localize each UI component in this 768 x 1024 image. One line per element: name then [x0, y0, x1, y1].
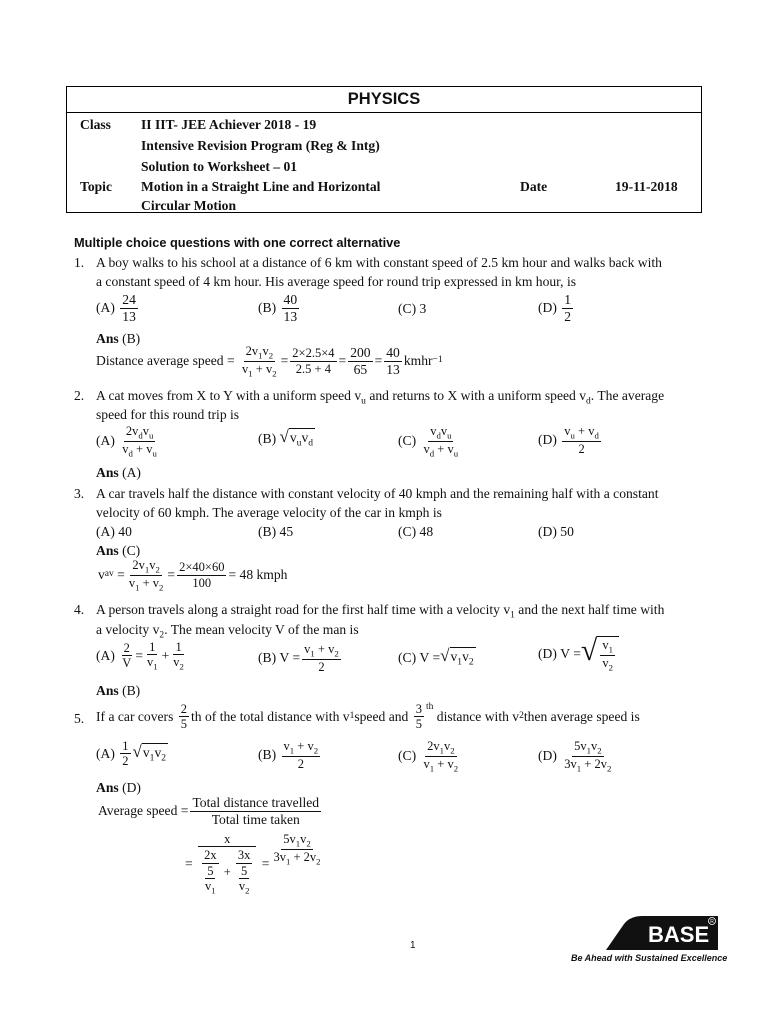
- q4-option-c: (C) V = √ $v_1v_2$: [398, 646, 474, 668]
- q3-solution: v av = $2v_1v_2$ $v_1 + v_2$ = $\frac{2\times 40\times 60}{100}$ = 48 kmph: [98, 558, 288, 593]
- q4-line-2: a velocity $v_2$. The mean velocity V of the man is: [96, 622, 359, 641]
- q2-option-c: (C) $v_dv_u$ $v_d + v_u$: [398, 424, 459, 459]
- q3-option-c: (C) 48: [398, 524, 434, 539]
- subject-title: PHYSICS: [67, 87, 701, 113]
- q5-number: 5.: [74, 711, 85, 726]
- topic-label: Topic: [80, 179, 112, 194]
- q1-line-2: a constant speed of 4 km hour. His average speed for round trip expressed in km hour, is: [96, 274, 577, 289]
- header-box: [66, 86, 702, 213]
- q3-line-1: A car travels half the distance with constant velocity of 40 kmph and the remaining half with a constant: [96, 486, 659, 501]
- q3-line-2: velocity of 60 kmph. The average velocity of the car in kmph is: [96, 505, 442, 520]
- q2-line-2: speed for this round trip is: [96, 407, 240, 422]
- worksheet-name: Solution to Worksheet – 01: [141, 159, 298, 174]
- q1-option-b: (B) 40 13: [258, 292, 298, 324]
- logo-text: BASE: [648, 922, 710, 947]
- q2-answer: Ans (A): [96, 465, 141, 480]
- topic-line-2: Circular Motion: [141, 198, 237, 213]
- q4-option-b: (B) V = $v_1 + v_2$ 2: [258, 642, 339, 674]
- q4-line-1: A person travels along a straight road for the first half time with a velocity $v_1$ and the next half time with: [96, 602, 665, 621]
- q1-option-d: (D) 1 2: [538, 292, 572, 324]
- q3-answer: Ans (C): [96, 543, 141, 558]
- q2-option-a: (A) $2v_dv_u$ $v_d + v_u$: [96, 424, 157, 459]
- q5-option-b: (B) $v_1 + v_2$ 2: [258, 739, 319, 771]
- q4-option-d: (D) V = √ $\frac{v_1}{v_2}$: [538, 636, 619, 672]
- q1-solution: Distance average speed = $\frac{2v_1v_2}{v_1 + v_2}$ = 2×2.5×4 2.5 + 4 = 200 65 = 40 13 kmhr −1: [96, 344, 443, 379]
- q1-answer: Ans (B): [96, 331, 141, 346]
- q4-number: 4.: [74, 602, 85, 617]
- q2-line-1: A cat moves from X to Y with a uniform speed $v_u$ and returns to X with a uniform speed $v_d$. The average: [96, 388, 665, 407]
- q2-option-d: (D) $v_u + v_d$ 2: [538, 424, 599, 456]
- q3-number: 3.: [74, 486, 85, 501]
- logo-tagline: Be Ahead with Sustained Excellence: [571, 953, 728, 963]
- q4-answer: Ans (B): [96, 683, 141, 698]
- q5-solution-line-1: Average speed = Total distance travelled Total time taken: [98, 795, 320, 827]
- q3-option-d: (D) 50: [538, 524, 574, 539]
- date-value: 19-11-2018: [615, 179, 678, 194]
- q1-option-a: (A) 24 13: [96, 292, 136, 324]
- q5-option-a: (A) 1 2 √ $v_1v_2$: [96, 739, 166, 769]
- q3-option-b: (B) 45: [258, 524, 294, 539]
- base-logo: [606, 914, 718, 950]
- q5-answer: Ans (D): [96, 780, 141, 795]
- q2-number: 2.: [74, 388, 85, 403]
- class-label: Class: [80, 117, 111, 132]
- q5-solution-line-2-frac: = x 2x 5 $v_1$ + 3x 5 $v_2$ = $5v_1v_2$ $3v_1 + 2v_2$: [185, 832, 321, 896]
- q3-option-a: (A) 40: [96, 524, 132, 539]
- q1-option-c: (C) 3: [398, 301, 427, 316]
- date-label: Date: [520, 179, 548, 194]
- q5-option-d: (D) $5v_1v_2$ $3v_1 + 2v_2$: [538, 739, 612, 774]
- q5-option-c: (C) $2v_1v_2$ $v_1 + v_2$: [398, 739, 459, 774]
- q2-option-b: (B) √ $v_uv_d$: [258, 427, 313, 449]
- svg-text:R: R: [710, 919, 714, 925]
- topic-line-1: Motion in a Straight Line and Horizontal: [141, 179, 381, 194]
- q5-line: If a car covers 2 5 th of the total distance with v 1 speed and 3 5 $^{th}$ distance with v 2 then average speed is: [96, 702, 640, 732]
- class-value: II IIT- JEE Achiever 2018 - 19: [141, 117, 317, 132]
- q4-option-a: (A) 2 V = 1 $v_1$ + 1 $v_2$: [96, 640, 184, 672]
- page-number: 1: [410, 940, 416, 951]
- program-name: Intensive Revision Program (Reg & Intg): [141, 138, 380, 153]
- q1-number: 1.: [74, 255, 85, 270]
- q1-line-1: A boy walks to his school at a distance of 6 km with constant speed of 2.5 km hour and walks back with: [96, 255, 662, 270]
- section-heading: Multiple choice questions with one correct alternative: [74, 235, 401, 250]
